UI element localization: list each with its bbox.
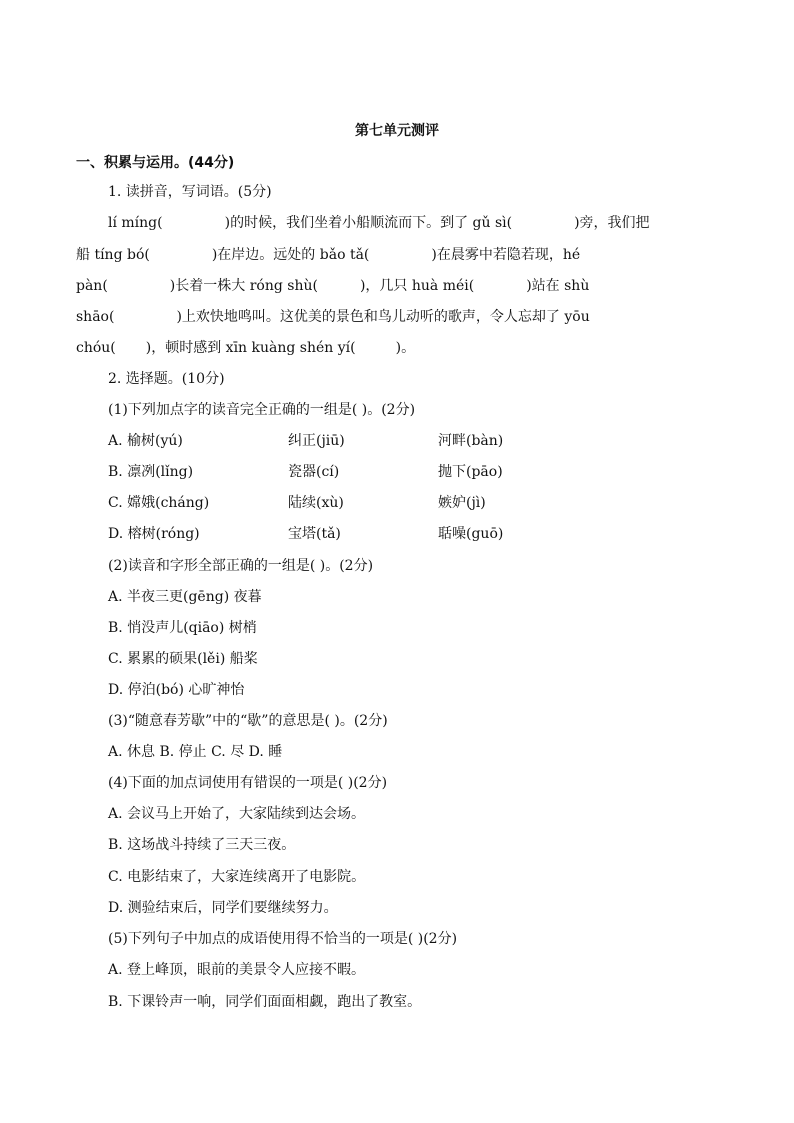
q2-5-option-b[interactable]: B. 下课铃声一响，同学们面面相觑，跑出了教室。 — [108, 994, 422, 1010]
q1-heading: 1. 读拼音，写词语。(5分) — [108, 184, 272, 200]
q2-2-option-a[interactable]: A. 半夜三更(gēng) 夜暮 — [108, 589, 262, 605]
q2-4-option-c[interactable]: C. 电影结束了，大家连续离开了电影院。 — [108, 869, 366, 885]
page-title: 第七单元测评 — [355, 123, 439, 139]
q2-2-option-c[interactable]: C. 累累的硕果(lěi) 船桨 — [108, 651, 258, 667]
q1-passage-line-4: shāo( )上欢快地鸣叫。这优美的景色和鸟儿动听的歌声，令人忘却了 yōu — [76, 309, 590, 325]
q2-2-option-b[interactable]: B. 悄没声儿(qiāo) 树梢 — [108, 620, 257, 636]
q2-3-options[interactable]: A. 休息 B. 停止 C. 尽 D. 睡 — [108, 744, 283, 760]
q2-1-option-c[interactable]: C. 嫦娥(cháng) 陆续(xù) 嫉妒(jì) — [108, 495, 486, 511]
q2-4-stem: (4)下面的加点词使用有错误的一项是( )(2分) — [108, 775, 388, 791]
q2-2-stem: (2)读音和字形全部正确的一组是( )。(2分) — [108, 558, 374, 574]
q1-passage-line-2: 船 tíng bó( )在岸边。远处的 bǎo tǎ( )在晨雾中若隐若现，hé — [76, 247, 581, 263]
q2-3-stem: (3)“随意春芳歇”中的“歇”的意思是( )。(2分) — [108, 713, 388, 729]
q2-4-option-b[interactable]: B. 这场战斗持续了三天三夜。 — [108, 837, 296, 853]
q2-4-option-a[interactable]: A. 会议马上开始了，大家陆续到达会场。 — [108, 806, 366, 822]
q2-2-option-d[interactable]: D. 停泊(bó) 心旷神怡 — [108, 682, 245, 698]
q1-passage-line-1: lí míng( )的时候，我们坐着小船顺流而下。到了 gǔ sì( )旁，我们把 — [108, 215, 650, 231]
q2-1-stem: (1)下列加点字的读音完全正确的一组是( )。(2分) — [108, 402, 416, 418]
q2-5-option-a[interactable]: A. 登上峰顶，眼前的美景令人应接不暇。 — [108, 962, 366, 978]
section-heading: 一、积累与运用。(44分) — [76, 155, 235, 171]
q1-passage-line-5: chóu( )，顿时感到 xīn kuàng shén yí( )。 — [76, 340, 416, 356]
q2-5-stem: (5)下列句子中加点的成语使用得不恰当的一项是( )(2分) — [108, 931, 458, 947]
q2-1-option-b[interactable]: B. 凛冽(lǐng) 瓷器(cí) 抛下(pāo) — [108, 464, 503, 480]
q1-passage-line-3: pàn( )长着一株大 róng shù( )，几只 huà méi( )站在 shù — [76, 278, 590, 294]
q2-4-option-d[interactable]: D. 测验结束后，同学们要继续努力。 — [108, 900, 338, 916]
q2-1-option-d[interactable]: D. 榕树(róng) 宝塔(tǎ) 聒噪(guō) — [108, 526, 504, 542]
q2-1-option-a[interactable]: A. 榆树(yú) 纠正(jiū) 河畔(bàn) — [108, 433, 504, 449]
q2-heading: 2. 选择题。(10分) — [108, 371, 225, 387]
